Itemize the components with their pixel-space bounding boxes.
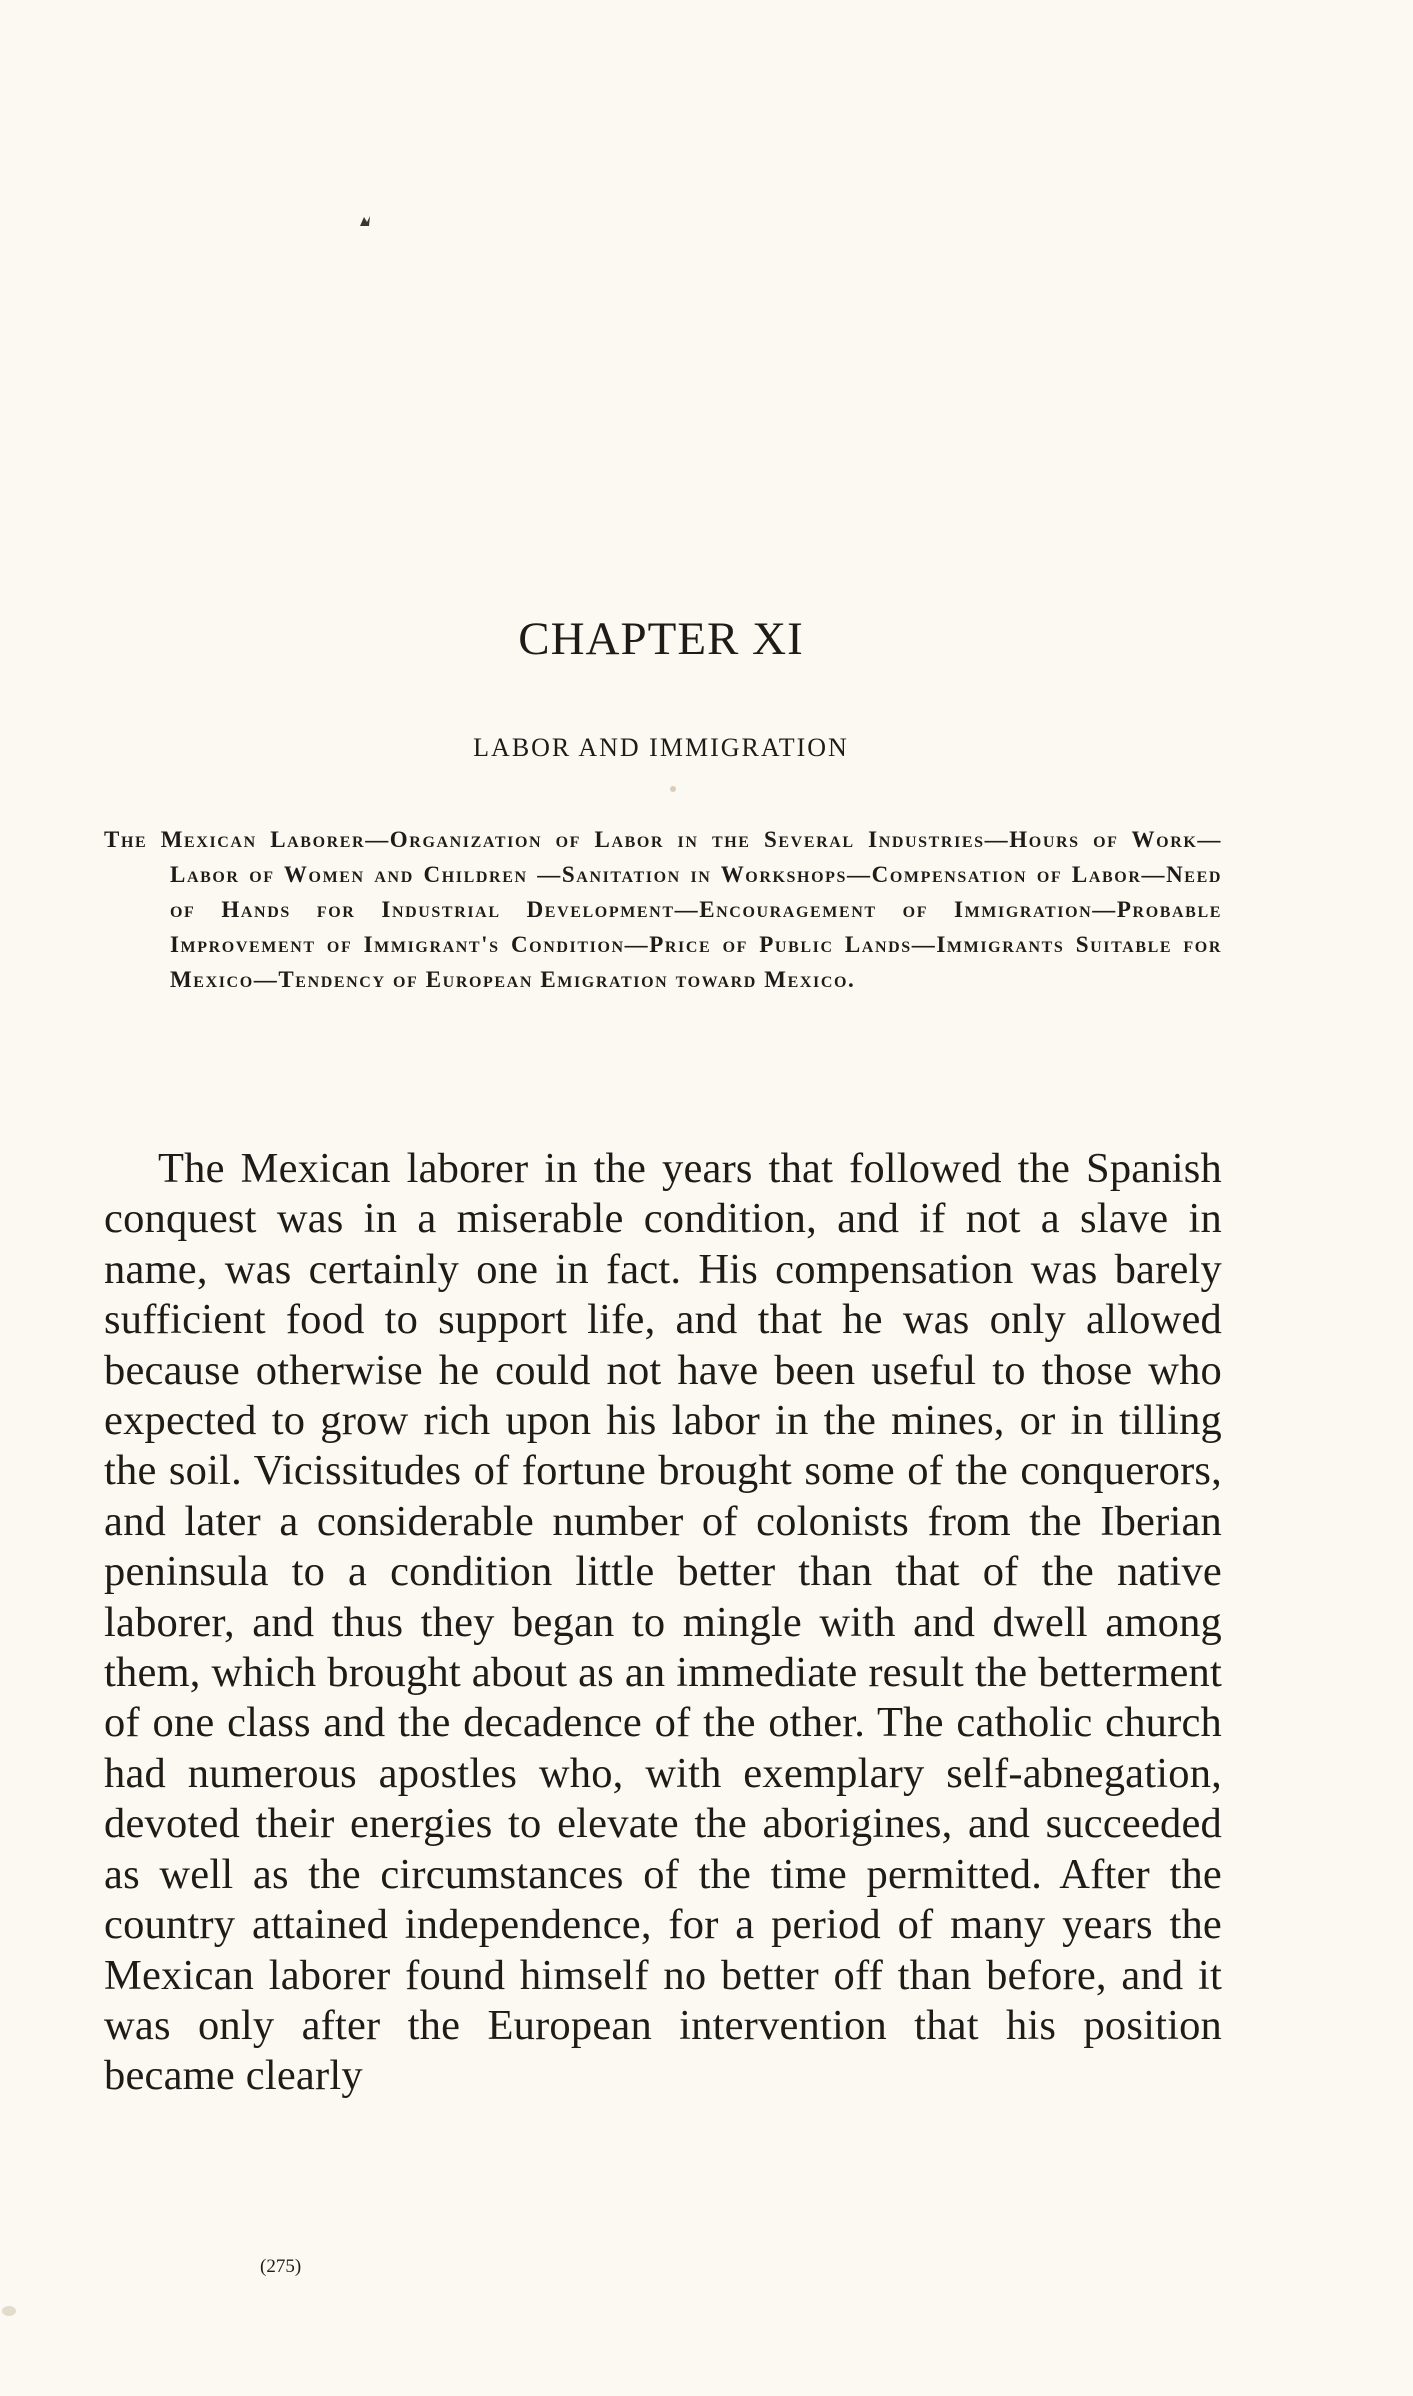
paper-blemish — [670, 786, 676, 792]
body-paragraph: The Mexican laborer in the years that followed the Spanish conquest was in a miserable condition, and if not a slave in name, was certainly one in fact. His compensation was barely sufficient food to support life, and that he was only allowed because otherwise he could not have been useful to those who expected to grow rich upon his labor in the mines, or in tilling the soil. Vicissitudes of fortune brought some of the conquerors, and later a considerable number of colonists from the Iberian peninsula to a condition little better than that of the native laborer, and thus they began to mingle with and dwell among them, which brought about as an immediate result the betterment of one class and the decadence of the other. The catholic church had numerous apostles who, with exemplary self-abnegation, devoted their energies to elevate the aborigines, and succeeded as well as the circumstances of the time permitted. After the country attained independence, for a period of many years the Mexican laborer found himself no better off than before, and it was only after the European intervention that his position became clearly — [104, 1145, 1222, 2100]
ink-mark-icon — [358, 214, 372, 228]
chapter-title: LABOR AND IMMIGRATION — [473, 733, 849, 762]
paper-blemish — [2, 2306, 16, 2316]
page-number: (275) — [260, 2256, 302, 2277]
chapter-heading: CHAPTER XI — [518, 613, 804, 665]
chapter-synopsis: The Mexican Laborer—Organization of Labor in the Several Industries—Hours of Work—Labor of Women and Children —Sanitation in Workshops—Compensation of Labor—Need of Hands for Industrial Development—Encouragement of Immigration—Probable Improvement of Immigrant's Condition—Price of Public Lands—Immigrants Suitable for Mexico—Tendency of European Emigration toward Mexico. — [104, 827, 1222, 992]
